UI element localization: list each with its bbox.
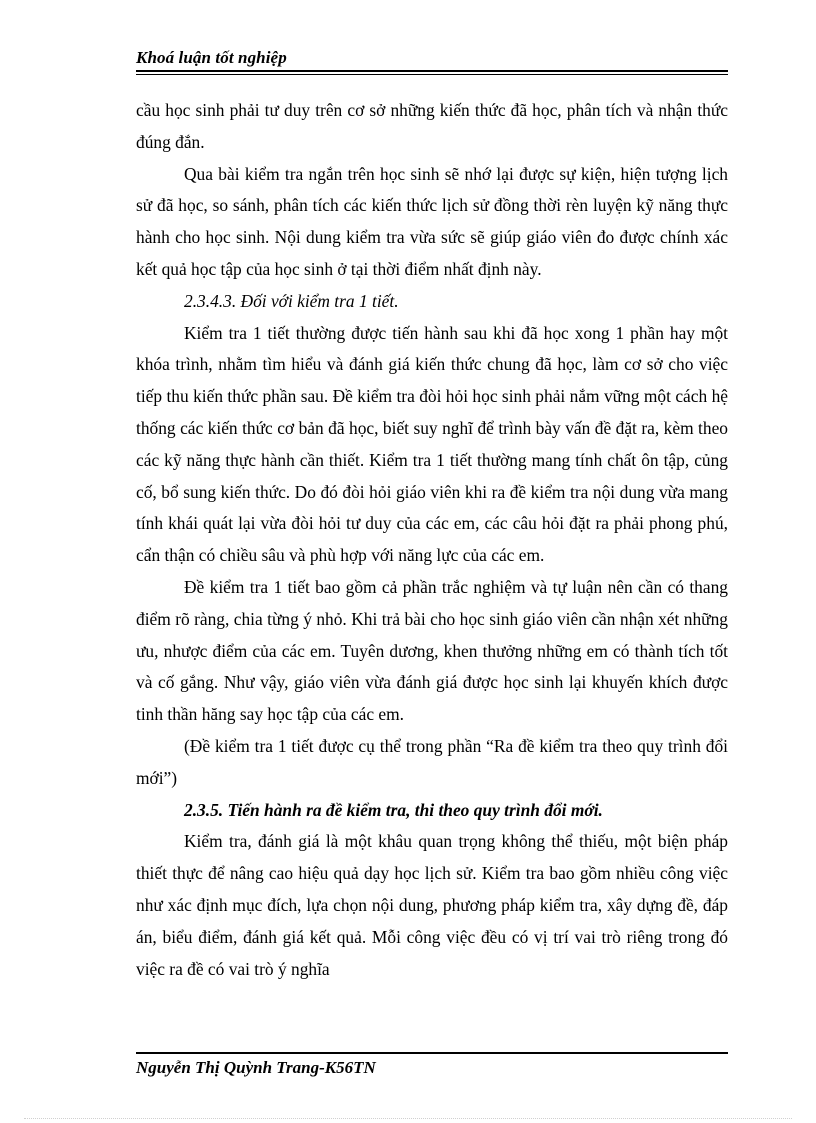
header-rule-thin xyxy=(136,74,728,75)
page-edge xyxy=(24,1118,792,1119)
paragraph-test-structure: Đề kiểm tra 1 tiết bao gồm cả phần trắc nghiệm và tự luận nên cần có thang điểm rõ ràng, chia từng ý nhỏ. Khi trả bài cho học sinh giáo viên cần nhận xét những ưu, nhược điểm của các em. Tuyên dương, khen thưởng những em có thành tích tốt và cố gắng. Như vậy, giáo viên vừa đánh giá được học sinh lại khuyến khích được tinh thần hăng say học tập của các em. xyxy=(136,576,728,725)
footer-rule xyxy=(136,1052,728,1054)
paragraph-continuation: cầu học sinh phải tư duy trên cơ sở những kiến thức đã học, phân tích và nhận thức đúng đắn. xyxy=(136,100,728,152)
paragraph-assessment: Kiểm tra, đánh giá là một khâu quan trọng không thể thiếu, một biện pháp thiết thực để nâng cao hiệu quả dạy học lịch sử. Kiểm tra bao gồm nhiều công việc như xác định mục đích, lựa chọn nội dung, phương pháp kiểm tra, xây dựng đề, đáp án, biểu điểm, đánh giá kết quả. Mỗi công việc đều có vị trí vai trò riêng trong đó việc ra đề có vai trò ý nghĩa xyxy=(136,831,728,979)
paragraph-one-period-test: Kiểm tra 1 tiết thường được tiến hành sau khi đã học xong 1 phần hay một khóa trình, nhằm tìm hiểu và đánh giá kiến thức chung đã học, làm cơ sở cho việc tiếp thu kiến thức phần sau. Đề kiểm tra đòi hỏi học sinh phải nắm vững một cách hệ thống các kiến thức cơ bản đã học, biết suy nghĩ để trình bày vấn đề đặt ra, kèm theo các kỹ năng thực hành cần thiết. Kiểm tra 1 tiết thường mang tính chất ôn tập, củng cố, bổ sung kiến thức. Do đó đòi hỏi giáo viên khi ra đề kiểm tra nội dung vừa mang tính khái quát lại vừa đòi hỏi tư duy của các em, các câu hỏi đặt ra phải phong phú, cẩn thận có chiều sâu và phù hợp với năng lực của các em. xyxy=(136,322,728,566)
section-heading-2-3-5: 2.3.5. Tiến hành ra đề kiểm tra, thi theo quy trình đổi mới. xyxy=(184,799,603,820)
paragraph-short-test: Qua bài kiểm tra ngắn trên học sinh sẽ nhớ lại được sự kiện, hiện tượng lịch sử đã học, so sánh, phân tích các kiến thức lịch sử đồng thời rèn luyện kỹ năng thực hành cho học sinh. Nội dung kiểm tra vừa sức sẽ giúp giáo viên đo được chính xác kết quả học tập của học sinh ở tại thời điểm nhất định này. xyxy=(136,163,728,279)
footer-author: Nguyễn Thị Quỳnh Trang-K56TN xyxy=(136,1058,376,1077)
body-text xyxy=(136,95,728,985)
paragraph-note: (Đề kiểm tra 1 tiết được cụ thể trong phần “Ra đề kiểm tra theo quy trình đổi mới”) xyxy=(136,735,728,788)
header-title: Khoá luận tốt nghiệp xyxy=(136,48,287,67)
header-rule xyxy=(136,70,728,72)
subsection-heading-2-3-4-3: 2.3.4.3. Đối với kiểm tra 1 tiết. xyxy=(184,290,399,311)
